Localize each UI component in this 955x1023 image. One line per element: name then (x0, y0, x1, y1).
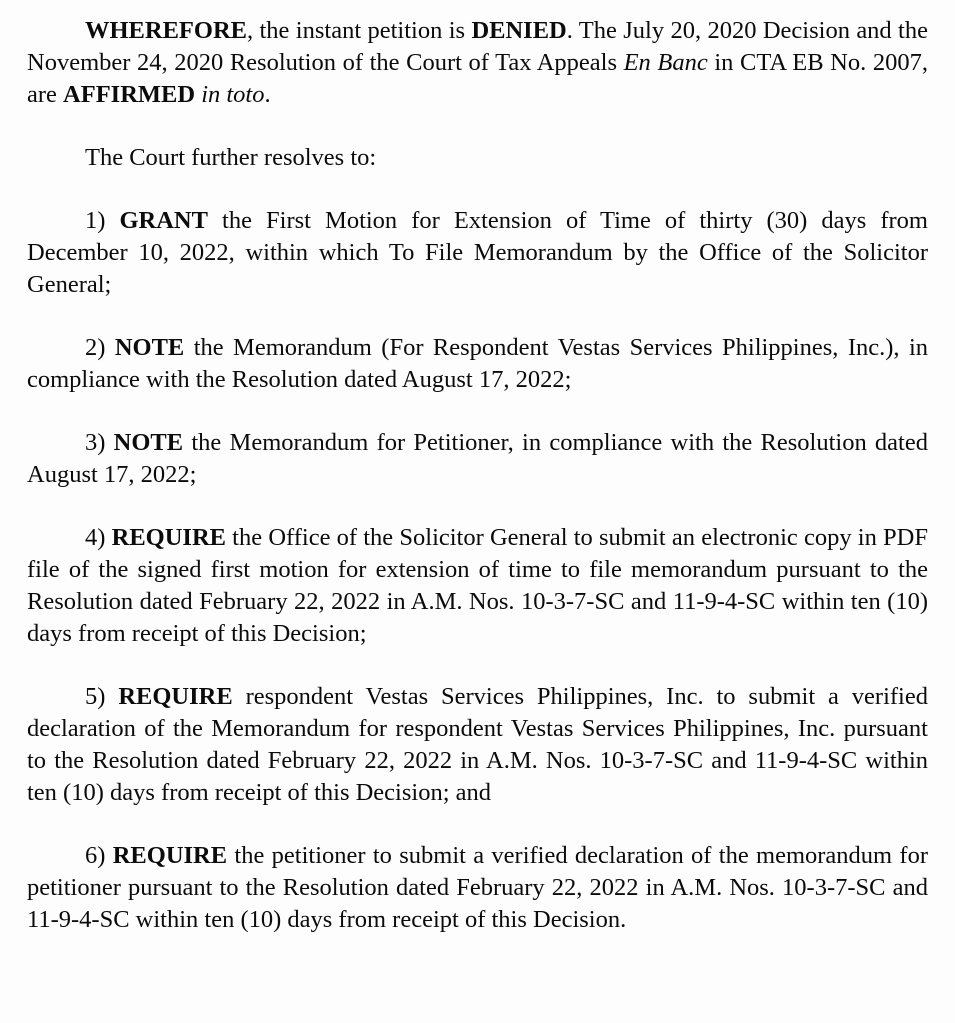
text-segment: in CTA EB No. 2007, are (27, 49, 928, 108)
text-segment: REQUIRE (111, 524, 226, 551)
paragraph-wherefore (27, 15, 928, 111)
text-segment: , the instant petition is (247, 17, 472, 44)
text-segment: 3) (85, 429, 114, 456)
paragraph-item-2-note (27, 332, 928, 396)
text-segment: 1) (85, 207, 120, 234)
text-segment: the Office of the Solicitor General to submit an electronic copy in PDF file of the signed first motion for extension of time to file memorandum pursuant to the Resolution dated February 22, 2022 in A.M. Nos. 10-3-7-SC and 11-9-4-SC within ten (10) days from receipt of this Decision; (27, 524, 928, 647)
text-segment: WHEREFORE (85, 17, 247, 44)
paragraph-court-resolves (27, 142, 928, 174)
text-segment: 2) (85, 334, 115, 361)
text-segment: the First Motion for Extension of Time of thirty (30) days from December 10, 2022, within which To File Memorandum by the Office of the Solicitor General; (27, 207, 928, 298)
text-segment: 6) (85, 842, 113, 869)
paragraph-item-1-grant (27, 205, 928, 301)
text-segment: AFFIRMED (63, 81, 196, 108)
paragraph-item-6-require (27, 840, 928, 936)
text-segment: . (264, 81, 271, 108)
paragraph-item-5-require (27, 681, 928, 809)
text-segment: . The July 20, 2020 Decision and the November 24, 2020 Resolution of the Court of Tax Appeals (27, 17, 928, 76)
paragraph-item-3-note (27, 427, 928, 491)
text-segment: 4) (85, 524, 112, 551)
paragraph-item-4-require (27, 522, 928, 650)
text-segment: the Memorandum (For Respondent Vestas Services Philippines, Inc.), in compliance with the Resolution dated August 17, 2022; (27, 334, 928, 393)
text-segment: GRANT (119, 207, 208, 234)
text-segment: the Memorandum for Petitioner, in compliance with the Resolution dated August 17, 2022; (27, 429, 928, 488)
text-segment: the petitioner to submit a verified declaration of the memorandum for petitioner pursuant to the Resolution dated February 22, 2022 in A.M. Nos. 10-3-7-SC and 11-9-4-SC within ten (10) days from receipt of this Decision. (27, 842, 928, 933)
text-segment: in toto (201, 81, 265, 108)
text-segment: En Banc (623, 49, 708, 76)
text-segment: 5) (85, 683, 119, 710)
text-segment: REQUIRE (118, 683, 233, 710)
text-segment: The Court further resolves to: (85, 144, 377, 171)
text-segment: DENIED (471, 17, 567, 44)
text-segment: respondent Vestas Services Philippines, Inc. to submit a verified declaration of the Memorandum for respondent Vestas Services Philippines, Inc. pursuant to the Resolution dated February 22, 2022 in A.M. Nos. 10-3-7-SC and 11-9-4-SC within ten (10) days from receipt of this Decision; and (27, 683, 928, 806)
text-segment: NOTE (113, 429, 184, 456)
text-segment: NOTE (114, 334, 185, 361)
text-segment: REQUIRE (112, 842, 228, 869)
